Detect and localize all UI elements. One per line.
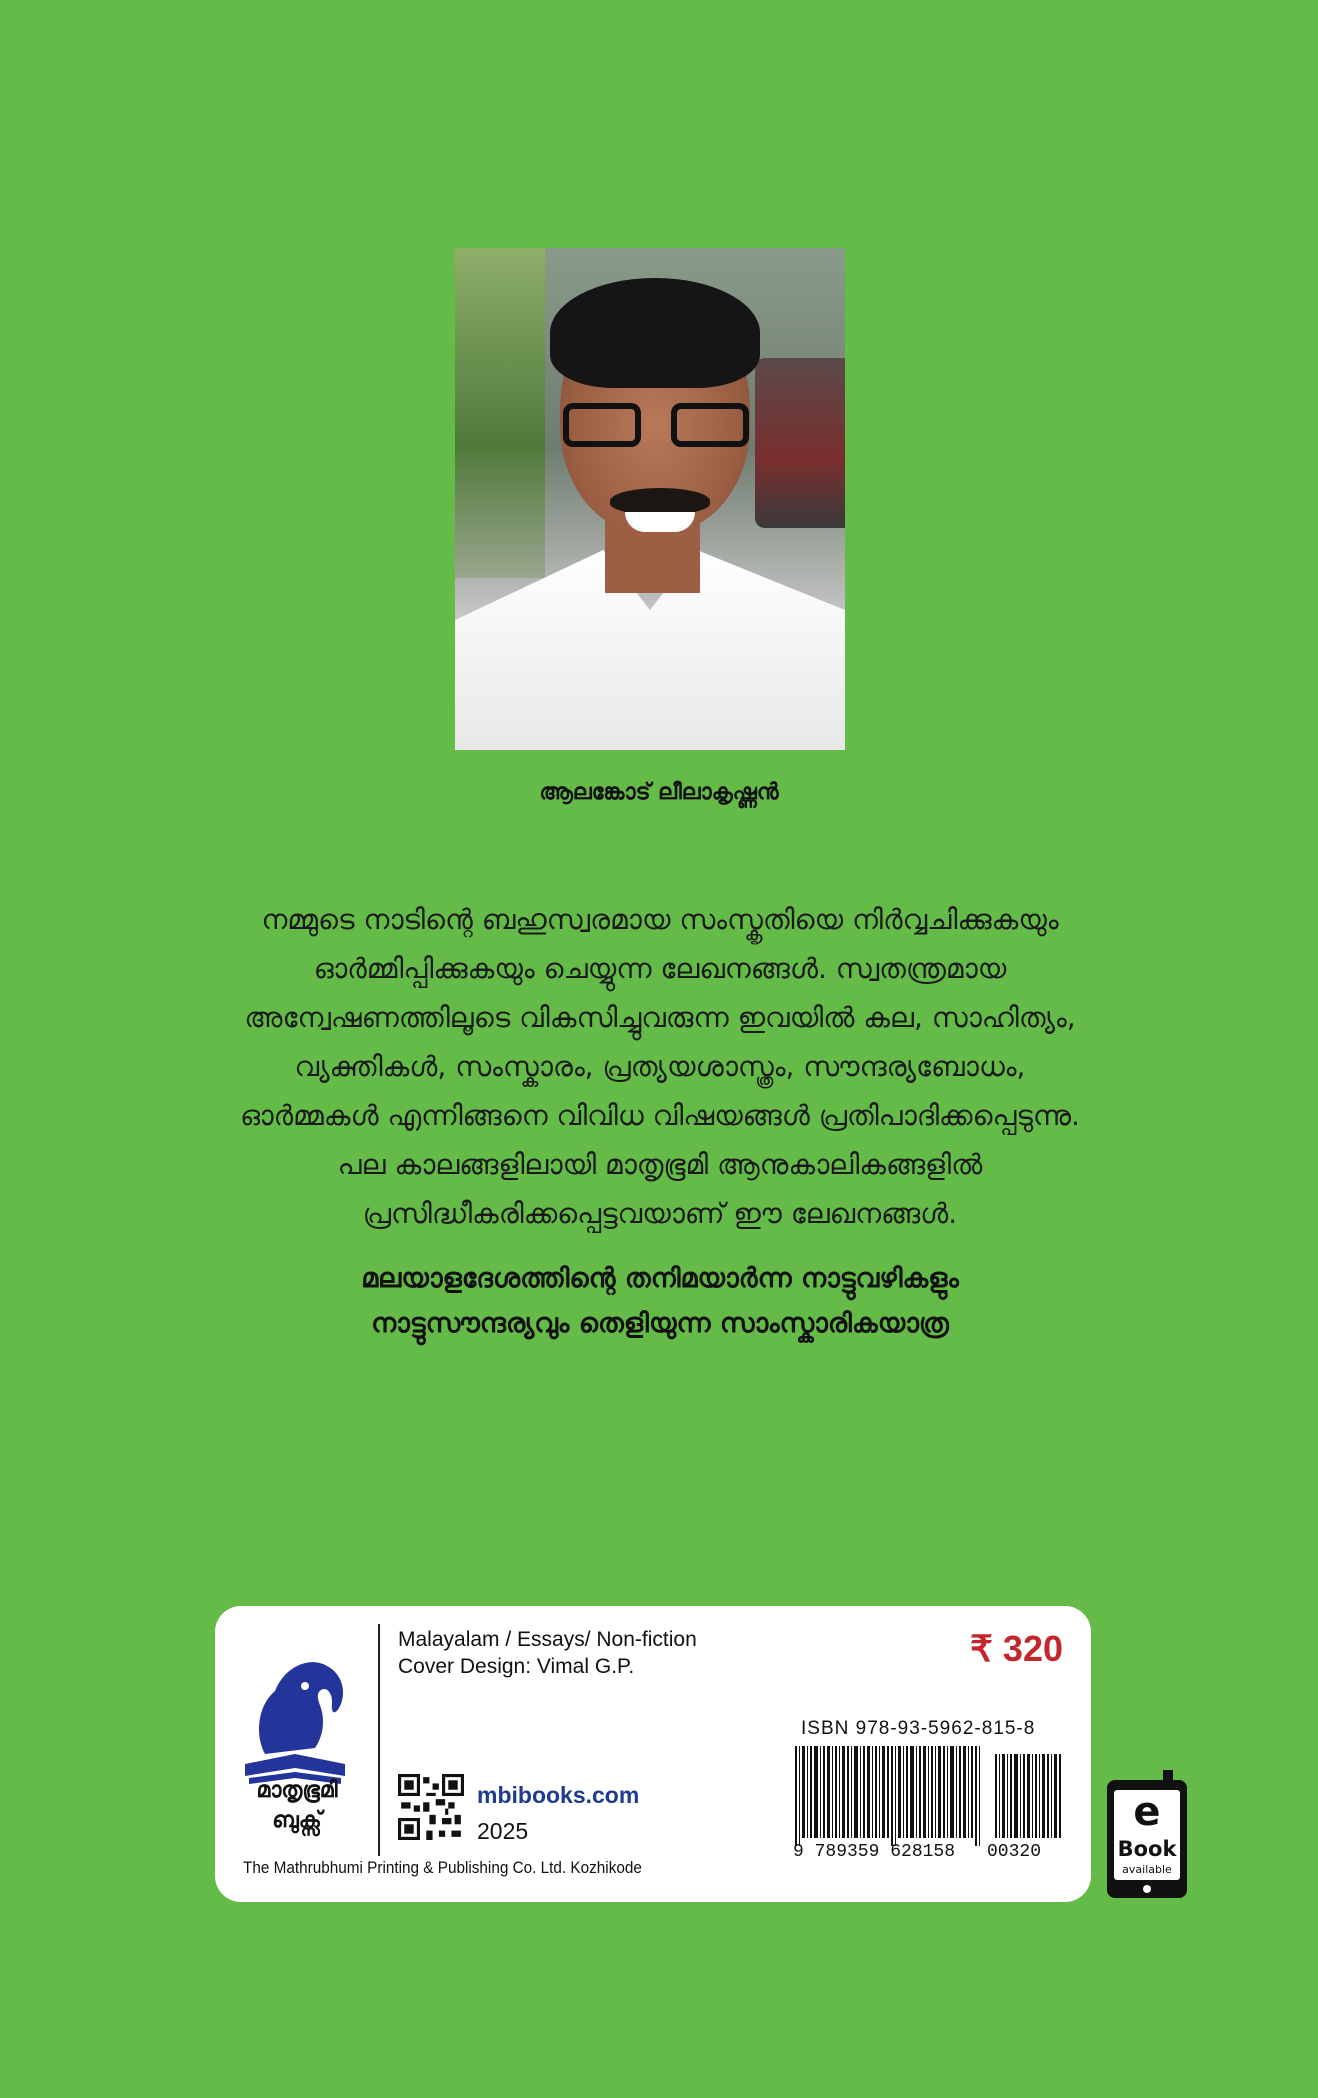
ebook-word: Book	[1117, 1837, 1177, 1861]
isbn: ISBN 978-93-5962-815-8	[801, 1718, 1036, 1739]
ebook-letter: e	[1133, 1789, 1161, 1835]
blurb-line: ഓർമ്മകൾ എന്നിങ്ങനെ വിവിധ വിഷയങ്ങൾ പ്രതിപാദിക്കപ്പെടുന്നു.	[240, 1099, 1080, 1132]
publisher-full-name: The Mathrubhumi Printing & Publishing Co. Ltd. Kozhikode	[243, 1858, 642, 1877]
blurb-line: ഓർമ്മിപ്പിക്കുകയും ചെയ്യുന്ന ലേഖനങ്ങൾ. സ്വതന്ത്രമായ	[313, 952, 1007, 985]
publication-year: 2025	[477, 1818, 529, 1844]
qr-code-icon[interactable]	[398, 1774, 464, 1840]
blurb-line: പ്രസിദ്ധീകരിക്കപ്പെട്ടവയാണ് ഈ ലേഖനങ്ങൾ.	[362, 1197, 958, 1230]
ebook-sub: available	[1122, 1863, 1172, 1876]
category: Malayalam / Essays/ Non-fiction	[398, 1628, 697, 1651]
blurb	[140, 895, 1180, 1238]
blurb-line: വ്യക്തികൾ, സംസ്കാരം, പ്രത്യയശാസ്ത്രം, സൗന്ദര്യബോധം,	[294, 1050, 1026, 1083]
blurb-line: നമ്മുടെ നാടിന്റെ ബഹുസ്വരമായ സംസ്കൃതിയെ നിർവ്വചിക്കുകയും	[261, 903, 1059, 936]
barcode-addon: 00320	[987, 1842, 1042, 1862]
barcode-icon	[795, 1746, 1065, 1846]
publisher-logo-name	[237, 1776, 357, 1836]
barcode-digits: 9 789359 628158	[793, 1842, 956, 1862]
logo-name-line1: മാതൃഭൂമി	[256, 1778, 338, 1803]
cover-design: Cover Design: Vimal G.P.	[398, 1655, 635, 1678]
book-info	[398, 1626, 697, 1680]
logo-name-line2: ബുക്സ്	[272, 1808, 322, 1833]
tagline-line: മലയാളദേശത്തിന്റെ തനിമയാർന്ന നാട്ടുവഴികളും	[361, 1263, 959, 1294]
tagline-line: നാട്ടുസൗന്ദര്യവും തെളിയുന്ന സാംസ്കാരികയാത്ര	[371, 1308, 949, 1339]
website-link[interactable]: mbibooks.com	[477, 1782, 640, 1808]
blurb-line: അന്വേഷണത്തിലൂടെ വികസിച്ചുവരുന്ന ഇവയിൽ കല, സാഹിത്യം,	[244, 1001, 1076, 1034]
tagline	[140, 1256, 1180, 1346]
author-name: ആലങ്കോട് ലീലാകൃഷ്ണൻ	[539, 780, 779, 805]
publisher-panel	[215, 1606, 1091, 1902]
ebook-available-icon	[1105, 1770, 1189, 1900]
glasses	[563, 403, 749, 451]
author-photo	[455, 248, 845, 750]
price: ₹ 320	[970, 1628, 1063, 1669]
divider	[378, 1624, 380, 1856]
blurb-line: പല കാലങ്ങളിലായി മാതൃഭൂമി ആനുകാലികങ്ങളിൽ	[337, 1148, 983, 1181]
